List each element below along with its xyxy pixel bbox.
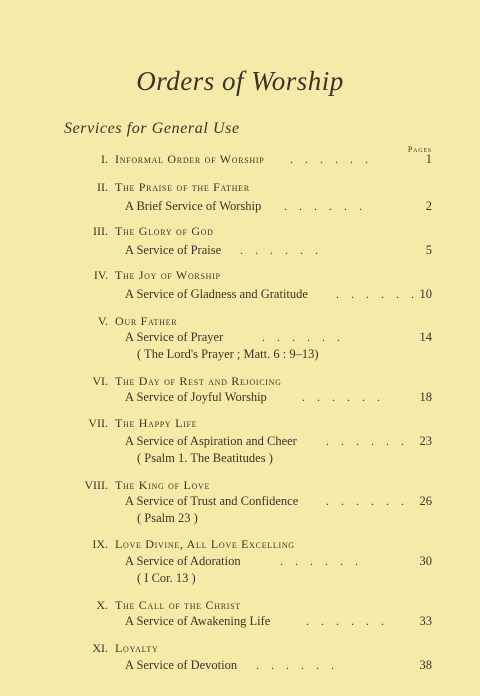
entry-heading: The Call of the Christ <box>115 598 241 612</box>
toc-note <box>0 511 480 531</box>
entry-page-number: 38 <box>419 658 432 672</box>
entry-number: IV. <box>93 268 108 282</box>
entry-subtitle: A Service of Praise <box>125 243 222 257</box>
entry-scripture-note: ( Psalm 1. The Beatitudes ) <box>137 451 273 465</box>
entry-page-number: 1 <box>425 152 432 166</box>
toc-subentry <box>0 243 480 263</box>
entry-subtitle: A Service of Prayer <box>125 330 224 344</box>
dot-leader <box>240 243 410 258</box>
entry-page-number: 10 <box>419 287 432 301</box>
toc-entry <box>0 180 480 200</box>
dot-leader <box>290 152 410 167</box>
entry-page-number: 2 <box>425 199 432 213</box>
entry-heading: The Praise of the Father <box>115 180 250 194</box>
entry-subtitle: A Service of Aspiration and Cheer <box>125 434 297 448</box>
toc-subentry <box>0 287 480 307</box>
toc-subentry <box>0 614 480 634</box>
entry-page-number: 18 <box>419 390 432 404</box>
dot-leader <box>336 287 410 302</box>
entry-number: VI. <box>92 374 108 388</box>
entry-page-number: 33 <box>419 614 432 628</box>
dot-leader <box>256 658 410 673</box>
entry-subtitle: A Service of Gladness and Gratitude <box>125 287 308 301</box>
entry-subtitle: A Service of Devotion <box>125 658 238 672</box>
entry-subtitle: A Service of Joyful Worship <box>125 390 267 404</box>
entry-scripture-note: ( I Cor. 13 ) <box>137 571 196 585</box>
entry-number: V. <box>97 314 108 328</box>
toc-note <box>0 347 480 367</box>
entry-number: IX. <box>92 537 108 551</box>
entry-number: II. <box>97 180 108 194</box>
entry-scripture-note: ( The Lord's Prayer ; Matt. 6 : 9–13) <box>137 347 319 361</box>
dot-leader <box>326 434 410 449</box>
toc-subentry <box>0 199 480 219</box>
toc-entry <box>0 416 480 436</box>
entry-number: III. <box>93 224 108 238</box>
entry-subtitle: A Service of Adoration <box>125 554 241 568</box>
entry-scripture-note: ( Psalm 23 ) <box>137 511 198 525</box>
toc-note <box>0 571 480 591</box>
entry-page-number: 26 <box>419 494 432 508</box>
entry-heading: Loyalty <box>115 641 159 655</box>
toc-note <box>0 451 480 471</box>
toc-subentry <box>0 658 480 678</box>
section-subtitle: Services for General Use <box>64 120 240 137</box>
entry-heading: The Happy Life <box>115 416 198 430</box>
entry-page-number: 5 <box>425 243 432 257</box>
entry-subtitle: A Service of Trust and Confidence <box>125 494 299 508</box>
entry-heading: The Day of Rest and Rejoicing <box>115 374 282 388</box>
entry-subtitle: A Service of Awakening Life <box>125 614 271 628</box>
entry-page-number: 14 <box>419 330 432 344</box>
dot-leader <box>306 614 410 629</box>
entry-number: I. <box>101 152 108 166</box>
page-title: Orders of Worship <box>136 66 344 96</box>
pages-column-label: Pages <box>407 145 432 154</box>
toc-entry <box>0 224 480 244</box>
entry-page-number: 30 <box>419 554 432 568</box>
toc-entry <box>0 152 480 172</box>
entry-heading: The Glory of God <box>115 224 214 238</box>
entry-number: X. <box>96 598 108 612</box>
dot-leader <box>262 330 410 345</box>
dot-leader <box>284 199 410 214</box>
entry-heading: The Joy of Worship <box>115 268 221 282</box>
dot-leader <box>302 390 410 405</box>
dot-leader <box>280 554 410 569</box>
toc-entry <box>0 268 480 288</box>
entry-heading: Love Divine, All Love Excelling <box>115 537 295 551</box>
entry-number: VII. <box>88 416 108 430</box>
entry-number: VIII. <box>84 478 108 492</box>
entry-number: XI. <box>92 641 108 655</box>
entry-heading: Informal Order of Worship <box>115 152 265 166</box>
toc-subentry <box>0 390 480 410</box>
entry-subtitle: A Brief Service of Worship <box>125 199 262 213</box>
dot-leader <box>326 494 410 509</box>
entry-heading: The King of Love <box>115 478 211 492</box>
entry-heading: Our Father <box>115 314 178 328</box>
entry-page-number: 23 <box>419 434 432 448</box>
